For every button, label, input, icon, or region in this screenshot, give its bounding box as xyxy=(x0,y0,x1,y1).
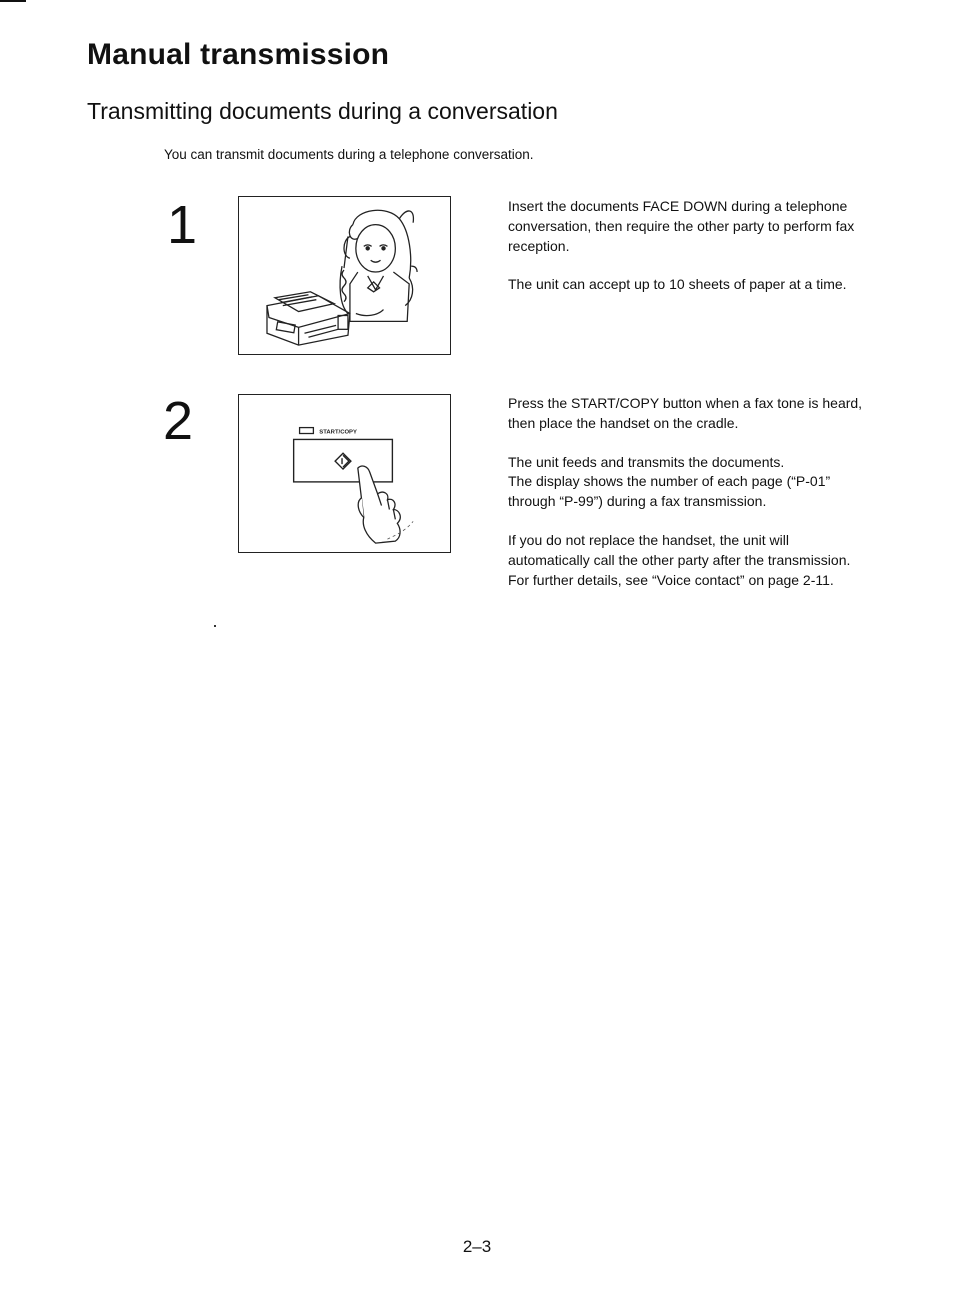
step-2-paragraph-1: Press the START/COPY button when a fax tone is heard, then place the handset on the cradle. xyxy=(508,395,863,431)
step-1-paragraph-2: The unit can accept up to 10 sheets of paper at a time. xyxy=(508,276,847,293)
start-copy-button-press-icon xyxy=(239,395,450,552)
stray-mark xyxy=(214,625,216,627)
start-copy-button xyxy=(294,439,393,481)
start-copy-label: START/COPY xyxy=(319,429,357,436)
woman-phone-fax-icon xyxy=(239,197,450,354)
page-number: 2–3 xyxy=(462,1237,492,1256)
step-1-illustration xyxy=(238,196,451,355)
panel-indicator-icon xyxy=(300,428,314,434)
step-2-paragraph-2: The unit feeds and transmits the documents. xyxy=(508,453,785,470)
intro-text: You can transmit documents during a telephone conversation. xyxy=(164,147,534,162)
page-title: Manual transmission xyxy=(87,38,390,71)
step-2-paragraph-4: If you do not replace the handset, the unit will automatically call the other party after the transmission. For further details, see “Voice contact” on page 2-11. xyxy=(508,531,851,588)
step-2-text xyxy=(508,394,868,609)
step-1-text xyxy=(508,197,868,314)
step-2-number: 2 xyxy=(163,391,194,451)
step-2-paragraph-3: The display shows the number of each page (“P-01” through “P-99”) during a fax transmission. xyxy=(508,473,831,510)
step-1-number: 1 xyxy=(167,195,198,255)
section-subtitle: Transmitting documents during a conversation xyxy=(87,98,558,124)
corner-rule xyxy=(0,0,26,2)
step-2-illustration xyxy=(238,394,451,553)
step-1-paragraph-1: Insert the documents FACE DOWN during a telephone conversation, then require the other party to perform fax reception. xyxy=(508,198,855,254)
